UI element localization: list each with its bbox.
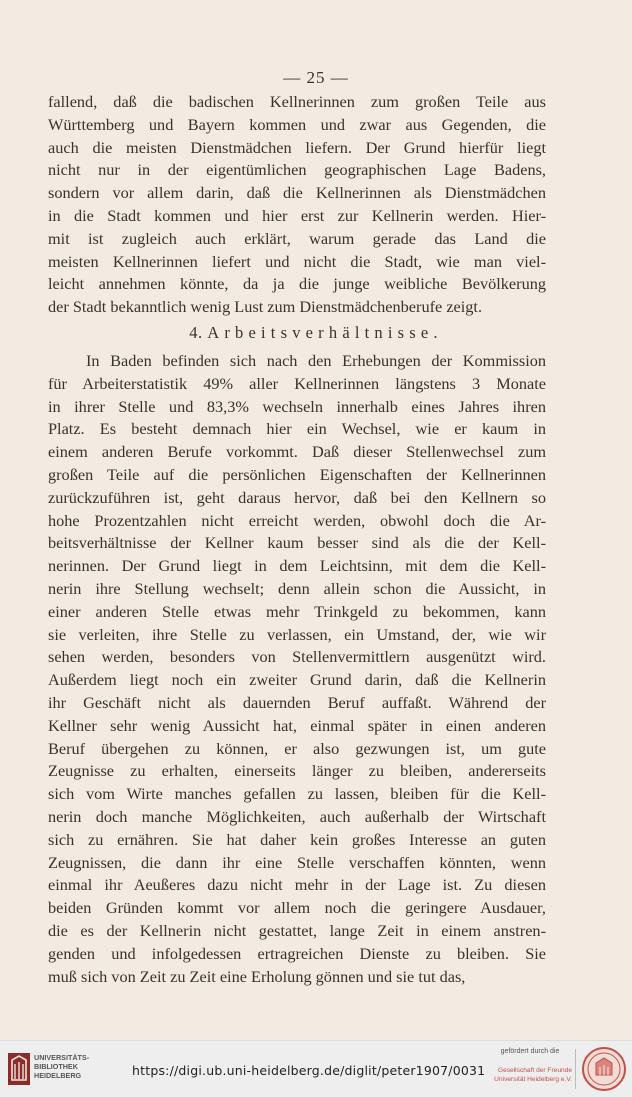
text-line: großen Teile auf die persönlichen Eigenschaften der Kellnerinnen [48,464,546,484]
text-line: die es der Kellnerin nicht gestattet, lange Zeit in einem anstren- [48,920,546,940]
text-line: hohe Prozentzahlen nicht erreicht werden, obwohl doch die Ar- [48,510,546,530]
section-heading [0,323,632,343]
section-number: 4. [189,323,203,342]
library-line: UNIVERSITÄTS- [34,1053,90,1062]
library-line: HEIDELBERG [34,1071,82,1080]
text-line: in ihrer Stelle und 83,3% wechseln innerhalb eines Jahres ihren [48,396,546,416]
text-line: zurückzuführen ist, geht daraus hervor, daß bei den Kellnern so [48,487,546,507]
text-line: einer anderen Stelle etwas mehr Trinkgeld zu bekommen, kann [48,601,546,621]
university-seal-icon [581,1045,627,1093]
text-line: einmal ihr Aeußeres dazu nicht mehr in der Lage ist. Zu diesen [48,875,546,895]
text-line: fallend, daß die badischen Kellnerinnen zum großen Teile aus [48,92,546,111]
text-line: der Stadt bekanntlich wenig Lust zum Dienstmädchenberufe zeigt. [48,297,483,317]
text-line: ihr Geschäft nicht als dauernden Beruf auffaßt. Während der [48,692,546,712]
text-line: In Baden befinden sich nach den Erhebungen der Kommission [86,351,546,370]
text-line: Zeugnisse zu erhalten, einerseits länger zu bleiben, andererseits [48,761,546,781]
text-line: Württemberg und Bayern kommen und zwar aus Gegenden, die [48,114,546,134]
text-line: genden und infolgedessen ertragreichen Dienste zu bleiben. Sie [48,943,546,963]
sponsor-heading: gefördert durch die [500,1048,560,1055]
text-line: sondern vor allem darin, daß die Kellnerinnen als Dienstmädchen [48,183,546,203]
paragraph-1 [48,91,546,319]
text-line: auch die meisten Dienstmädchen liefern. Der Grund hierfür liegt [48,137,546,157]
sponsor-line: Gesellschaft der Freunde [497,1067,572,1074]
text-line: beiden Gründen kommt vor allem noch die geringere Ausdauer, [48,898,546,918]
text-line: Platz. Es besteht demnach hier ein Wechsel, wie er kaum in [48,419,546,439]
text-line: nerinnen. Der Grund liegt in dem Leichtsinn, mit dem die Kell- [48,556,546,576]
text-line: sich zu ernähren. Sie hat daher kein großes Interesse an guten [48,829,546,849]
footer-bar [0,1040,632,1097]
text-line: in die Stadt kommen und hier erst zur Kellnerin werden. Hier- [48,205,546,225]
sponsor-line: Universität Heidelberg e.V. [494,1076,572,1083]
text-line: sehen werden, besonders von Stellenvermittlern ausgenützt wird. [48,647,546,667]
text-line: mit ist zugleich auch erklärt, warum gerade das Land die [48,228,546,248]
text-line: Beruf übergehen zu können, er also gezwungen ist, um gute [48,738,546,758]
ub-heidelberg-logo-icon [7,1052,31,1086]
text-line: leicht annehmen könnte, da ja die junge weibliche Bevölkerung [48,274,546,294]
library-line: BIBLIOTHEK [34,1062,78,1071]
section-title: Arbeitsverhältnisse. [207,323,443,342]
text-line: nerin doch manche Möglichkeiten, auch außerhalb der Wirtschaft [48,806,546,826]
paragraph-2 [48,350,546,988]
page-number: — 25 — [283,68,349,87]
text-line: Kellner sehr wenig Aussicht hat, einmal später in einen anderen [48,715,546,735]
text-line: nerin ihre Stellung wechselt; denn allein schon die Aussicht, in [48,578,546,598]
text-line: muß sich von Zeit zu Zeit eine Erholung gönnen und sie tut das, [48,966,466,986]
text-line: Außerdem liegt noch ein zweiter Grund darin, daß die Kellnerin [48,670,546,690]
permalink-url[interactable]: https://digi.ub.uni-heidelberg.de/diglit/peter1907/0031 [132,1063,486,1078]
text-line: nicht nur in der eigentümlichen geographischen Lage Badens, [48,160,546,180]
library-name [34,1053,89,1080]
text-line: meisten Kellnerinnen liefert und nicht die Stadt, wie man viel- [48,251,546,271]
text-line: für Arbeiterstatistik 49% aller Kellnerinnen längstens 3 Monate [48,373,546,393]
footer-divider [575,1049,576,1089]
text-line: sie verleiten, ihre Stelle zu verlassen, ein Umstand, der, wie wir [48,624,546,644]
text-line: einem anderen Berufe vorkommt. Daß dieser Stellenwechsel zum [48,442,546,462]
text-line: Zeugnissen, die dann ihr eine Stelle verschaffen könnten, wenn [48,852,546,872]
text-line: sich vom Wirte manches gefallen zu lassen, bleiben für die Kell- [48,784,546,804]
text-line: beitsverhältnisse der Kellner kaum besser sind als die der Kell- [48,533,546,553]
sponsor-name [480,1066,572,1084]
